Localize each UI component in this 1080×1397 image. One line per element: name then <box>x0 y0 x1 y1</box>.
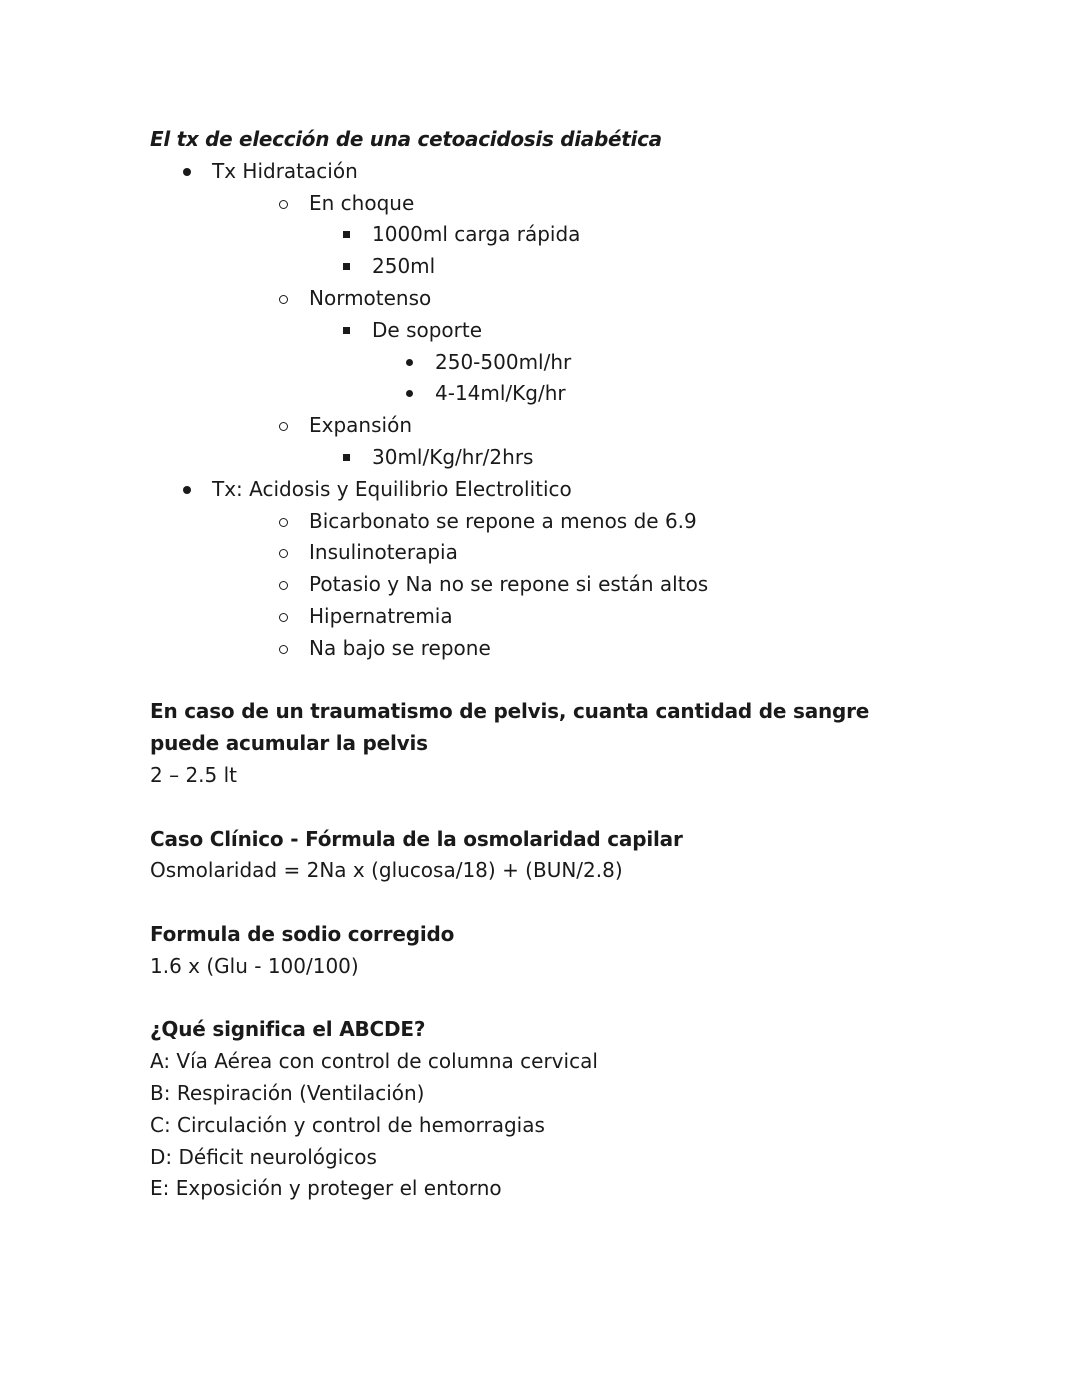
sodio-formula: 1.6 x (Glu - 100/100) <box>150 953 359 978</box>
bullet-disc-icon <box>183 486 191 494</box>
list-item-label: Na bajo se repone <box>309 635 491 660</box>
list-item <box>150 601 970 633</box>
sodio-title: Formula de sodio corregido <box>150 921 455 946</box>
abcde-title: ¿Qué significa el ABCDE? <box>150 1017 426 1042</box>
list-item-label: Insulinoterapia <box>309 540 458 565</box>
list-item-acidosis <box>150 474 970 506</box>
osmolaridad-title: Caso Clínico - Fórmula de la osmolaridad capilar <box>150 826 683 851</box>
list-item-label: Expansión <box>309 413 412 438</box>
bullet-square-icon <box>343 263 350 270</box>
list-item-label: Potasio y Na no se repone si están altos <box>309 572 709 597</box>
list-item-label: Normotenso <box>309 285 432 310</box>
spacer <box>150 887 970 919</box>
abcde-item: C: Circulación y control de hemorragias <box>150 1112 545 1137</box>
abcde-item: E: Exposición y proteger el entorno <box>150 1176 502 1201</box>
bullet-square-icon <box>343 454 350 461</box>
list-item-label: 250ml <box>372 254 436 279</box>
list-item-hydration <box>150 156 970 188</box>
abcde-item: B: Respiración (Ventilación) <box>150 1080 425 1105</box>
bullet-circle-icon <box>279 295 288 304</box>
bullet-disc-icon <box>406 390 413 397</box>
bullet-disc-icon <box>183 168 191 176</box>
bullet-disc-icon <box>406 359 413 366</box>
list-item-expansion <box>150 410 970 442</box>
spacer <box>150 665 970 697</box>
abcde-item: D: Déficit neurológicos <box>150 1144 377 1169</box>
spacer <box>150 983 970 1015</box>
abcde-item: A: Vía Aérea con control de columna cervical <box>150 1049 598 1074</box>
list-item <box>150 506 970 538</box>
dka-title: El tx de elección de una cetoacidosis diabética <box>150 127 662 151</box>
document-page <box>150 124 970 1205</box>
list-item-label: 4-14ml/Kg/hr <box>435 381 566 406</box>
list-item-label: Tx: Acidosis y Equilibrio Electrolitico <box>212 476 572 501</box>
list-item-label: Hipernatremia <box>309 603 453 628</box>
list-item-label: Tx Hidratación <box>212 158 358 183</box>
list-item <box>150 569 970 601</box>
bullet-circle-icon <box>279 422 288 431</box>
bullet-circle-icon <box>279 200 288 209</box>
pelvis-answer: 2 – 2.5 lt <box>150 762 238 787</box>
osmolaridad-formula: Osmolaridad = 2Na x (glucosa/18) + (BUN/2.8) <box>150 858 623 883</box>
bullet-circle-icon <box>279 549 288 558</box>
list-item-label: 30ml/Kg/hr/2hrs <box>372 444 534 469</box>
bullet-circle-icon <box>279 613 288 622</box>
list-item-label: 250-500ml/hr <box>435 349 572 374</box>
list-item <box>150 251 970 283</box>
bullet-square-icon <box>343 231 350 238</box>
list-item <box>150 442 970 474</box>
list-item <box>150 347 970 379</box>
spacer <box>150 792 970 824</box>
list-item-choque <box>150 188 970 220</box>
bullet-circle-icon <box>279 581 288 590</box>
list-item <box>150 537 970 569</box>
list-item-label: 1000ml carga rápida <box>372 222 581 247</box>
list-item <box>150 219 970 251</box>
bullet-circle-icon <box>279 518 288 527</box>
list-item-label: De soporte <box>372 317 483 342</box>
pelvis-title: En caso de un traumatismo de pelvis, cuanta cantidad de sangre puede acumular la pelvis <box>150 699 870 756</box>
list-item <box>150 378 970 410</box>
bullet-circle-icon <box>279 645 288 654</box>
bullet-square-icon <box>343 327 350 334</box>
list-item-soporte <box>150 315 970 347</box>
list-item-label: En choque <box>309 190 415 215</box>
list-item-normotenso <box>150 283 970 315</box>
list-item <box>150 633 970 665</box>
list-item-label: Bicarbonato se repone a menos de 6.9 <box>309 508 697 533</box>
